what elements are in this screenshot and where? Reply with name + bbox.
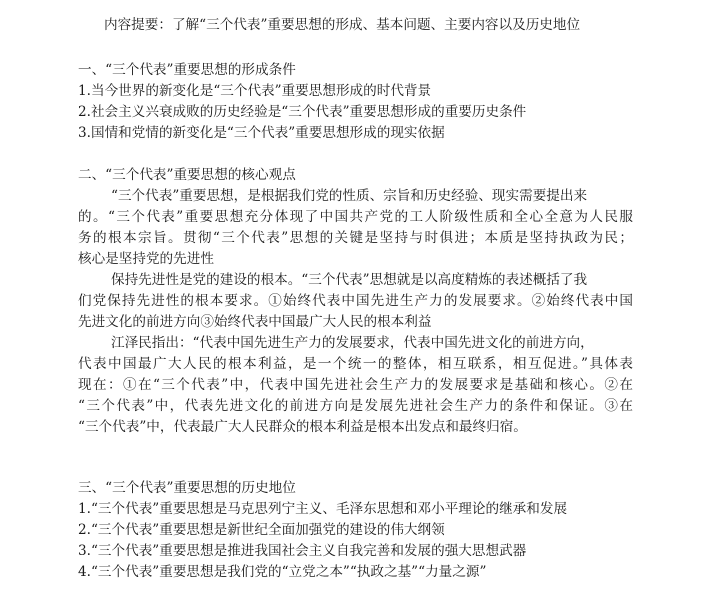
section2-para3-line: “三个代表”中，代表先进文化的前进方向是发展先进社会生产力的条件和保证。③在	[78, 398, 633, 414]
section1-item: 1.当今世界的新变化是“三个代表”重要思想形成的时代背景	[78, 83, 432, 99]
section1-heading: 一、“三个代表”重要思想的形成条件	[78, 62, 296, 78]
intro-summary: 内容提要：了解“三个代表”重要思想的形成、基本问题、主要内容以及历史地位	[104, 17, 581, 33]
section1-item: 2.社会主义兴衰成败的历史经验是“三个代表”重要思想形成的重要历史条件	[78, 104, 527, 120]
section2-para2-line: 保持先进性是党的建设的根本。“三个代表”思想就是以高度精炼的表述概括了我	[111, 272, 588, 288]
section2-para1-line: 的。“三个代表”重要思想充分体现了中国共产党的工人阶级性质和全心全意为人民服	[78, 209, 633, 225]
section3-item: 2.“三个代表”重要思想是新世纪全面加强党的建设的伟大纲领	[78, 522, 445, 538]
section2-para1-line: 核心是坚持党的先进性	[78, 251, 214, 267]
section2-para2-line: 先进文化的前进方向③始终代表中国最广大人民的根本利益	[78, 314, 432, 330]
section2-para3-line: 江泽民指出：“代表中国先进生产力的发展要求，代表中国先进文化的前进方向，	[111, 335, 594, 351]
section3-heading: 三、“三个代表”重要思想的历史地位	[78, 480, 296, 496]
section3-item: 3.“三个代表”重要思想是推进我国社会主义自我完善和发展的强大思想武器	[78, 543, 527, 559]
section2-para2-line: 们党保持先进性的根本要求。①始终代表中国先进生产力的发展要求。②始终代表中国	[78, 293, 633, 309]
section3-item: 1.“三个代表”重要思想是马克思列宁主义、毛泽东思想和邓小平理论的继承和发展	[78, 501, 568, 517]
section2-para1-line: 务的根本宗旨。贯彻“三个代表”思想的关键是坚持与时俱进；本质是坚持执政为民；	[78, 230, 633, 246]
section2-para3-line: 代表中国最广大人民的根本利益，是一个统一的整体，相互联系，相互促进。”具体表	[78, 356, 633, 372]
section2-para1-line: “三个代表”重要思想，是根据我们党的性质、宗旨和历史经验、现实需要提出来	[111, 188, 588, 204]
section2-para3-line: 现在：①在“三个代表”中，代表中国先进社会生产力的发展要求是基础和核心。②在	[78, 377, 633, 393]
section3-item: 4.“三个代表”重要思想是我们党的“立党之本”“执政之基”“力量之源”	[78, 564, 487, 580]
section1-item: 3.国情和党情的新变化是“三个代表”重要思想形成的现实依据	[78, 125, 445, 141]
section2-para3-line: “三个代表”中，代表最广大人民群众的根本利益是根本出发点和最终归宿。	[78, 419, 527, 435]
section2-heading: 二、“三个代表”重要思想的核心观点	[78, 167, 296, 183]
